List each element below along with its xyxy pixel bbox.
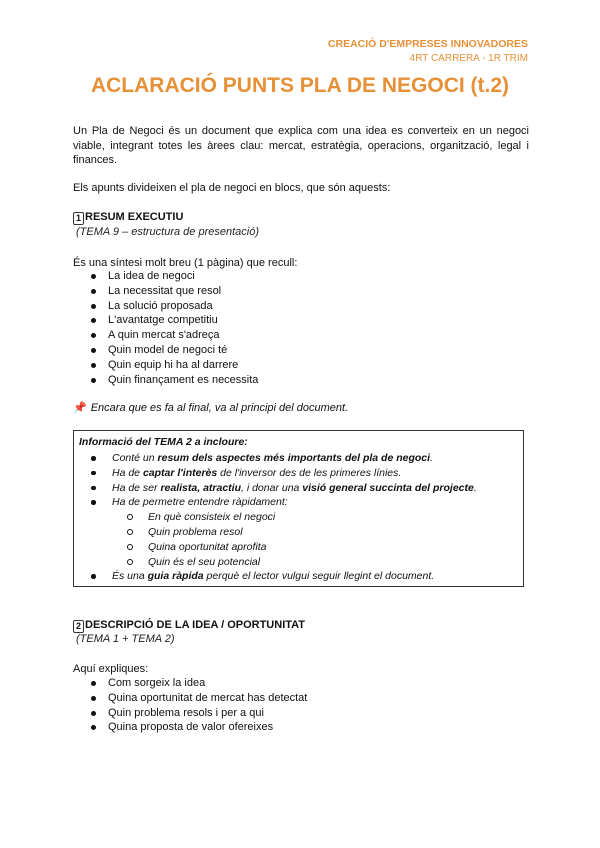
section-1-subtitle-text: (TEMA 9 – estructura de presentació) (76, 226, 260, 238)
list-item: Ha de ser realista, atractiu, i donar una visió general succinta del projecte. (88, 481, 508, 496)
course-header: CREACIÓ D'EMPRESES INNOVADORES (327, 38, 528, 50)
info-box-sublist (124, 510, 508, 569)
list-item: Quin finançament es necessita (90, 373, 258, 388)
page-title: ACLARACIÓ PUNTS PLA DE NEGOCI (t.2) (90, 74, 510, 97)
intro-paragraph: Un Pla de Negoci és un document que explica com una idea es converteix en un negoci viable, integrant totes les àrees clau: mercat, estratègia, operacions, organització, legal i finances. (73, 125, 529, 166)
sub-list-item: Quin és el seu potencial (124, 555, 508, 570)
list-item: És una guia ràpida perquè el lector vulgui seguir llegint el document. (88, 569, 508, 584)
list-item: La necessitat que resol (90, 284, 258, 299)
list-item: Quina oportunitat de mercat has detectat (90, 691, 307, 706)
section-number-badge: 2 (73, 620, 84, 633)
list-item: Quin problema resols i per a qui (90, 706, 307, 721)
section-1-subtitle (73, 225, 529, 240)
list-item: Com sorgeix la idea (90, 676, 307, 691)
list-item: A quin mercat s'adreça (90, 328, 258, 343)
list-item: L'avantatge competitiu (90, 313, 258, 328)
list-item: Ha de permetre entendre ràpidament: En què consisteix el negoci Quin problema resol Quina oportunitat aprofita Quin és el seu potencial (88, 495, 508, 569)
list-item: Conté un resum dels aspectes més importants del pla de negoci. (88, 451, 508, 466)
list-item: Ha de captar l'interès de l'inversor des de les primeres línies. (88, 466, 508, 481)
term-header: 4RT CARRERA - 1R TRIM (409, 53, 528, 64)
pushpin-icon: 📌 (73, 402, 87, 414)
section-2-lead: Aquí expliques: (73, 663, 149, 675)
note-text: Encara que es fa al final, va al principi del document. (90, 402, 349, 414)
list-item: Quin model de negoci té (90, 343, 258, 358)
list-item: Quin equip hi ha al darrere (90, 358, 258, 373)
section-1-list (90, 269, 258, 387)
section-2-subtitle-text: (TEMA 1 + TEMA 2) (76, 633, 175, 645)
info-box (73, 430, 524, 587)
section-2-list (90, 676, 307, 735)
sub-list-item: Quina oportunitat aprofita (124, 540, 508, 555)
section-2-heading (73, 618, 529, 633)
list-item: La idea de negoci (90, 269, 258, 284)
sub-list-item: En què consisteix el negoci (124, 510, 508, 525)
section-1-lead: És una síntesi molt breu (1 pàgina) que recull: (73, 257, 298, 269)
info-box-heading: Informació del TEMA 2 a incloure: (79, 436, 248, 448)
sub-list-item: Quin problema resol (124, 525, 508, 540)
section-1-title: RESUM EXECUTIU (85, 211, 184, 223)
section-2-title: DESCRIPCIÓ DE LA IDEA / OPORTUNITAT (85, 619, 306, 631)
section-1-note (73, 401, 529, 416)
section-1-heading (73, 210, 529, 225)
section-number-badge: 1 (73, 212, 84, 225)
info-box-list (88, 451, 508, 584)
list-item: La solució proposada (90, 299, 258, 314)
list-item: Quina proposta de valor ofereixes (90, 720, 307, 735)
intro-blocks-paragraph: Els apunts divideixen el pla de negoci en blocs, que són aquests: (73, 182, 391, 194)
section-2-subtitle (73, 632, 529, 647)
